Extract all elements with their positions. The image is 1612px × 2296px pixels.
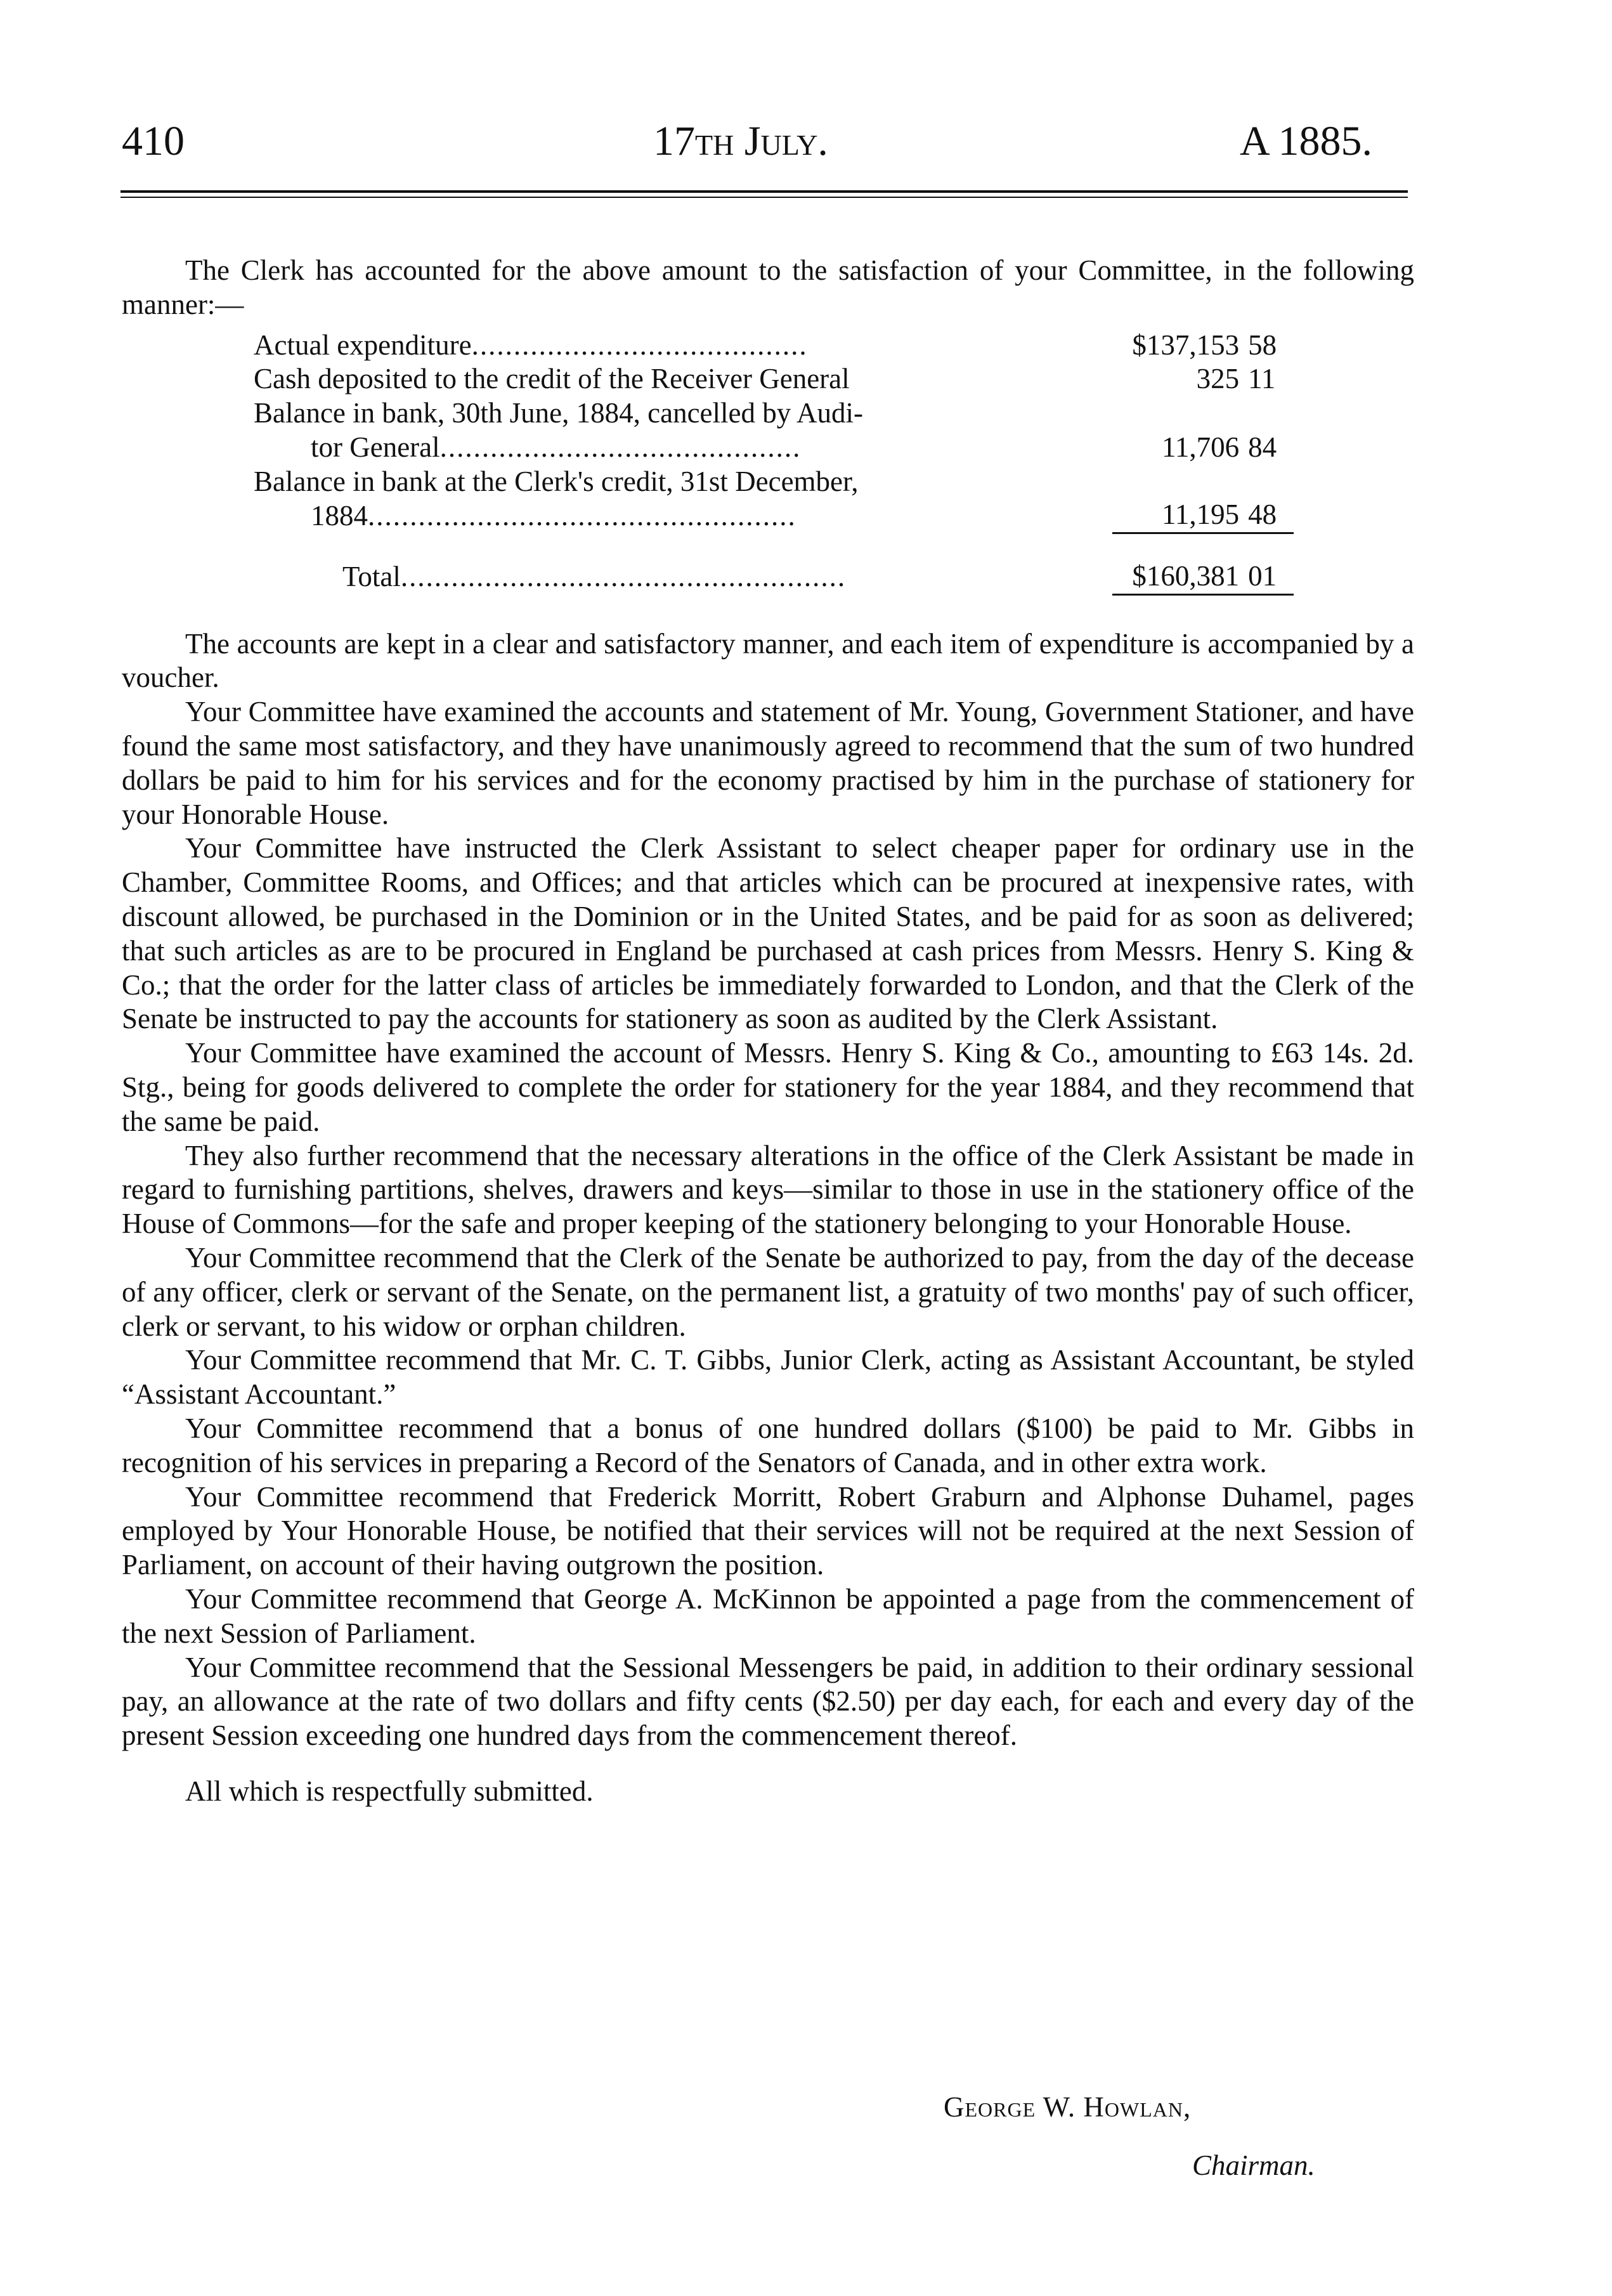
account-label-line2: tor General (311, 431, 440, 463)
page-number: 410 (122, 118, 185, 164)
report-body (122, 254, 1414, 1809)
paragraph: Your Committee recommend that a bonus of one hundred dollars ($100) be paid to Mr. Gibbs in recognition of his services in preparing a Record of the Senators of Canada, and in other extra work. (122, 1412, 1414, 1478)
account-label: Actual expenditure (254, 329, 472, 361)
paragraph: Your Committee recommend that Frederick Morritt, Robert Graburn and Alphonse Duhamel, pages employed by Your Honorable House, be notified that their services will not be required at the next Session of Parliament, on account of their having outgrown the position. (122, 1480, 1414, 1581)
paragraph: Your Committee recommend that Mr. C. T. Gibbs, Junior Clerk, acting as Assistant Accountant, be styled “Assistant Accountant.” (122, 1344, 1414, 1411)
paragraph: The accounts are kept in a clear and satisfactory manner, and each item of expenditure is accompanied by a voucher. (122, 627, 1414, 694)
signature-name: George W. Howlan, (944, 2091, 1192, 2123)
accounts-table (254, 329, 1294, 596)
account-cents: 84 (1248, 431, 1277, 463)
leader-dots: ..................................................... (400, 561, 847, 593)
leader-dots: ........................................ (471, 329, 808, 361)
account-label-line1: Balance in bank at the Clerk's credit, 31st December, (254, 465, 859, 497)
account-row (254, 396, 1294, 465)
account-dollars: 11,706 (1161, 431, 1240, 463)
intro-paragraph: The Clerk has accounted for the above amount to the satisfaction of your Committee, in the following manner:— (122, 254, 1414, 320)
account-row (254, 465, 1294, 533)
account-cents: 58 (1248, 329, 1277, 361)
leader-dots: ................................................... (368, 499, 796, 532)
signature-title: Chairman. (1192, 2149, 1315, 2181)
recommendations (122, 627, 1414, 1753)
account-dollars: $137,153 (1132, 329, 1240, 361)
header-date: 17th July. (653, 118, 828, 164)
closing-line: All which is respectfully submitted. (185, 1775, 594, 1807)
paragraph: They also further recommend that the necessary alterations in the office of the Clerk Assistant be made in regard to furnishing partitions, shelves, drawers and keys—similar to those in use in the stationery office of the House of Commons—for the safe and proper keeping of the stationery belonging to your Honorable House. (122, 1139, 1414, 1240)
paragraph: Your Committee recommend that the Clerk of the Senate be authorized to pay, from the day of the decease of any officer, clerk or servant of the Senate, on the permanent list, a gratuity of two months' pay of such officer, clerk or servant, to his widow or orphan children. (122, 1242, 1414, 1342)
paragraph: Your Committee recommend that the Sessional Messengers be paid, in addition to their ordinary sessional pay, an allowance at the rate of two dollars and fifty cents ($2.50) per day each, for each and every day of the present Session exceeding one hundred days from the commencement thereof. (122, 1651, 1414, 1752)
account-label-line1: Balance in bank, 30th June, 1884, cancelled by Audi- (254, 397, 863, 429)
header-rule-thin (120, 197, 1408, 198)
account-cents: 48 (1248, 465, 1294, 533)
header-rule (120, 190, 1408, 193)
account-label-line2: 1884 (311, 499, 368, 532)
paragraph: Your Committee have examined the accounts and statement of Mr. Young, Government Stationer, and have found the same most satisfactory, and they have unanimously agreed to recommend that the sum of two hundred dollars be paid to him for his services and for the economy practised by him in the purchase of stationery for your Honorable House. (122, 696, 1414, 830)
total-row (254, 533, 1294, 594)
account-dollars: 325 (1196, 363, 1240, 395)
account-row (254, 329, 1294, 363)
account-dollars: 11,195 (1112, 465, 1248, 533)
total-cents: 01 (1248, 533, 1294, 594)
paragraph: Your Committee have instructed the Clerk Assistant to select cheaper paper for ordinary use in the Chamber, Committee Rooms, and Offices; and that articles which can be procured at inexpensive rates, with discount allowed, be purchased in the Dominion or in the United States, and be paid for as soon as delivered; that such articles as are to be procured in England be purchased at cash prices from Messrs. Henry S. King & Co.; that the order for the latter class of articles be immediately forwarded to London, and that the Clerk of the Senate be instructed to pay the accounts for stationery as soon as audited by the Clerk Assistant. (122, 832, 1414, 1035)
leader-dots: ........................................... (439, 431, 802, 463)
account-cents: 11 (1248, 363, 1276, 395)
account-row (254, 362, 1294, 396)
paragraph: Your Committee recommend that George A. McKinnon be appointed a page from the commencement of the next Session of Parliament. (122, 1582, 1414, 1649)
total-label: Total (342, 561, 401, 593)
header-year: A 1885. (1240, 118, 1373, 164)
total-dollars: $160,381 (1112, 533, 1248, 594)
paragraph: Your Committee have examined the account of Messrs. Henry S. King & Co., amounting to £63 14s. 2d. Stg., being for goods delivered to complete the order for stationery for the year 1884, and they recommend that the same be paid. (122, 1037, 1414, 1137)
account-label: Cash deposited to the credit of the Receiver General (254, 363, 850, 395)
